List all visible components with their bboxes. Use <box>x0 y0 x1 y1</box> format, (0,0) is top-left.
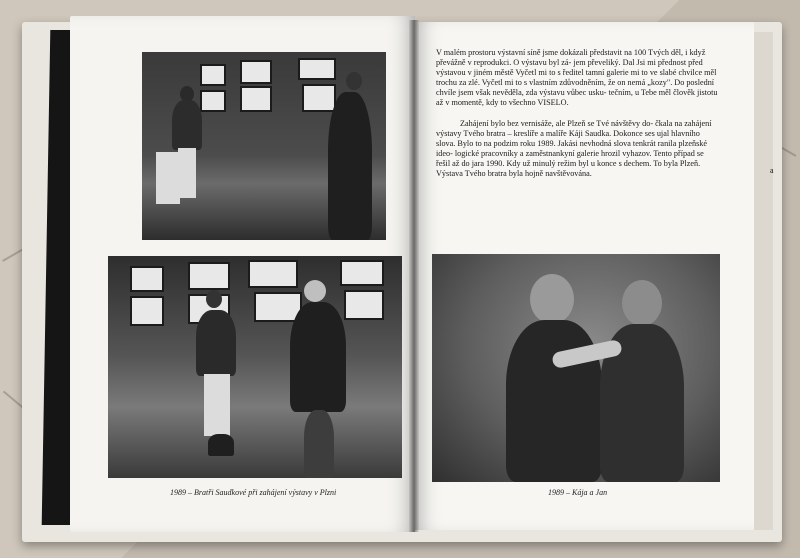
person-head <box>304 280 326 302</box>
photo-brothers-exhibition <box>108 256 402 478</box>
right-page-body-text <box>436 48 718 189</box>
wall-frame <box>200 90 226 112</box>
person-trousers <box>204 374 230 436</box>
person-head <box>346 72 362 90</box>
person-trousers <box>178 148 196 198</box>
person-torso <box>172 100 202 150</box>
photo-exhibition-speech <box>142 52 386 240</box>
person-vest <box>196 310 236 376</box>
wall-frame <box>298 58 336 80</box>
photo-kaja-and-jan <box>432 254 720 482</box>
wall-frame <box>248 260 298 288</box>
right-photo-caption: 1989 – Kája a Jan <box>548 488 608 497</box>
person-jacket <box>290 302 346 412</box>
wall-frame <box>200 64 226 86</box>
wall-frame <box>240 60 272 84</box>
person-head <box>622 280 662 326</box>
wall-frame <box>344 290 384 320</box>
wall-frame <box>340 260 384 286</box>
wall-frame <box>302 84 336 112</box>
person-jacket <box>328 92 372 240</box>
book-gutter <box>409 20 419 532</box>
paragraph: Zahájení bylo bez vernisáže, ale Plzeň se Tvé návštěvy do- čkala na zahájení výstavy Tvého bratra – kreslíře a malíře Káji Saudka. Dokonce ses ujal hlavního slova. Bylo to na podzim roku 1989. Jakási nevhodná slova tenkrát ranila plzeňské ideo- logické pracovníky a zaměstnankyní galerie hrozil vyhazov. Tento případ se řešil až do jara 1990. Kdy už minulý režim byl u konce s dechem. To byla Plzeň. Výstava Tvého bratra byla hojně navštěvována. <box>436 118 712 179</box>
lectern <box>156 152 180 204</box>
person-head <box>530 274 574 324</box>
wall-frame <box>130 266 164 292</box>
person-trousers <box>304 410 334 478</box>
wall-frame <box>240 86 272 112</box>
page-stack-edge <box>752 32 773 530</box>
person-head <box>206 290 222 308</box>
person-jacket <box>506 320 602 482</box>
paragraph: V malém prostoru výstavní síně jsme dokázali představit na 100 Tvých děl, i když převážně v reprodukci. O výstavu byl zá- jem převeliký. Dal Jsi mi přednost před výstavou v jiném městě Vyčetl mi to s ředitel tamní galerie mi to ve slabé chvilce měl trochu za zlé. Vyčetl mi to s vlastním zdůvodněním, že on nemá „kozy". Do poslední chvíle jsem však nevěděla, zda výstavu vůbec usku- tečním, u Tebe měl člověk jistotu až v momentě, kdy to všechno VISELO. <box>436 48 718 108</box>
left-photo-caption: 1989 – Bratři Saudkové při zahájení výstavy v Plzni <box>170 488 337 497</box>
page-edge-glyph: a <box>770 166 774 175</box>
person-boots <box>208 434 234 456</box>
wall-frame <box>188 262 230 290</box>
wall-frame <box>130 296 164 326</box>
